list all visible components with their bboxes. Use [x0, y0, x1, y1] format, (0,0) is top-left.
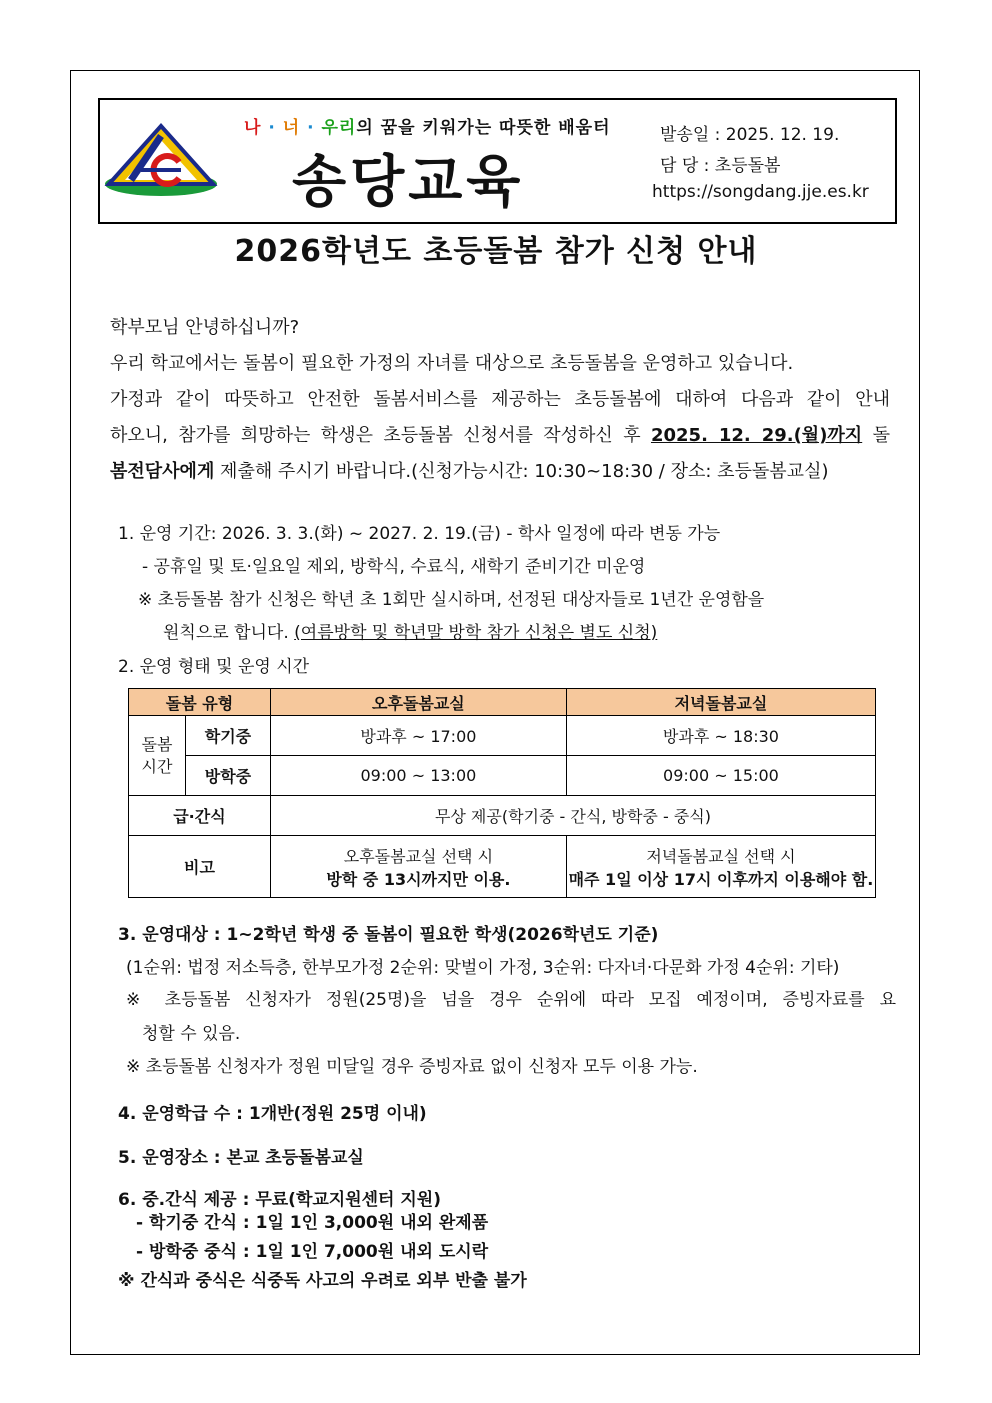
- intro-line: [110, 418, 890, 454]
- intro-text: 돌: [862, 425, 890, 446]
- slogan-na: 나: [244, 118, 262, 138]
- section-5: 5. 운영장소 : 본교 초등돌봄교실: [118, 1148, 364, 1168]
- intro-line: 학부모님 안녕하십니까?: [110, 317, 300, 338]
- meal-value: 무상 제공(학기중 - 간식, 방학중 - 중식): [270, 796, 875, 836]
- header-afternoon: 오후돌봄교실: [270, 689, 566, 716]
- slogan-dot: ·: [261, 118, 283, 138]
- vacation-evening: 09:00 ~ 15:00: [566, 756, 875, 796]
- section-3-note-2: ※ 초등돌봄 신청자가 정원 미달일 경우 증빙자료 없이 신청자 모두 이용 가능.: [126, 1057, 698, 1077]
- section-3-note-cont: 청할 수 있음.: [142, 1024, 241, 1044]
- school-logo-icon: [101, 122, 221, 200]
- document-title: 2026학년도 초등돌봄 참가 신청 안내: [234, 234, 758, 269]
- note-underlined: (여름방학 및 학년말 방학 참가 신청은 별도 신청): [294, 623, 658, 643]
- note-afternoon: [270, 836, 566, 898]
- deadline: 2025. 12. 29.(월)까지: [650, 425, 863, 446]
- intro-text: 하오니, 참가를 희망하는 학생은 초등돌봄 신청서를 작성하신 후: [110, 425, 651, 446]
- section-2: 2. 운영 형태 및 운영 시간: [118, 657, 310, 677]
- header-care-type: 돌봄 유형: [129, 689, 271, 716]
- meal-label: 급·간식: [129, 796, 271, 836]
- care-schedule-table: [128, 688, 876, 898]
- semester-evening: 방과후 ~ 18:30: [566, 716, 875, 756]
- issue-date: 발송일 : 2025. 12. 19.: [660, 125, 840, 145]
- note-evening-line: 저녁돌봄교실 선택 시: [646, 846, 796, 866]
- note-afternoon-line: 방학 중 13시까지만 이용.: [326, 869, 511, 889]
- section-6-note: ※ 간식과 중식은 식중독 사고의 우려로 외부 반출 불가: [118, 1271, 527, 1291]
- semester-afternoon: 방과후 ~ 17:00: [270, 716, 566, 756]
- vacation-afternoon: 09:00 ~ 13:00: [270, 756, 566, 796]
- note-evening: [566, 836, 875, 898]
- school-url: https://songdang.jje.es.kr: [652, 182, 869, 202]
- intro-text-bold: 봄전담사에게: [110, 461, 215, 482]
- section-6-snack: - 학기중 간식 : 1일 1인 3,000원 내외 완제품: [136, 1213, 489, 1233]
- vacation-label: 방학중: [186, 756, 271, 796]
- care-time-label: 돌봄 시간: [129, 716, 186, 796]
- intro-text: 제출해 주시기 바랍니다.(신청가능시간: 10:30~18:30 / 장소: 초등돌봄교실): [214, 461, 829, 482]
- header-evening: 저녁돌봄교실: [566, 689, 875, 716]
- section-3: 3. 운영대상 : 1~2학년 학생 중 돌봄이 필요한 학생(2026학년도 기준): [118, 925, 659, 945]
- section-3-note: ※ 초등돌봄 신청자가 정원(25명)을 넘을 경우 순위에 따라 모집 예정이며, 증빙자료를 요: [126, 990, 896, 1010]
- slogan-neo: 너: [282, 118, 301, 138]
- note-text: 원칙으로 합니다.: [163, 623, 295, 643]
- semester-label: 학기중: [186, 716, 271, 756]
- intro-line: 우리 학교에서는 돌봄이 필요한 가정의 자녀를 대상으로 초등돌봄을 운영하고 있습니다.: [110, 353, 794, 374]
- slogan-rest: 의 꿈을 키워가는 따뜻한 배움터: [356, 118, 611, 138]
- section-1-detail: - 공휴일 및 토·일요일 제외, 방학식, 수료식, 새학기 준비기간 미운영: [142, 557, 646, 577]
- note-evening-line: 매주 1일 이상 17시 이후까지 이용해야 함.: [568, 869, 874, 889]
- note-label: 비고: [129, 836, 271, 898]
- slogan-uri: 우리: [321, 118, 357, 138]
- slogan: [244, 113, 611, 138]
- section-1-note-cont: [163, 618, 657, 643]
- section-6-lunch: - 방학중 중식 : 1일 1인 7,000원 내외 도시락: [136, 1242, 489, 1262]
- slogan-dot: ·: [300, 118, 322, 138]
- intro-line: [110, 454, 890, 490]
- section-6: 6. 중.간식 제공 : 무료(학교지원센터 지원): [118, 1190, 442, 1210]
- intro-paragraph: [110, 310, 890, 490]
- contact: 담 당 : 초등돌봄: [660, 156, 781, 176]
- section-4: 4. 운영학급 수 : 1개반(정원 25명 이내): [118, 1104, 427, 1124]
- section-3-priority: (1순위: 법정 저소득층, 한부모가정 2순위: 맞벌이 가정, 3순위: 다자녀·다문화 가정 4순위: 기타): [126, 958, 840, 978]
- section-1: 1. 운영 기간: 2026. 3. 3.(화) ~ 2027. 2. 19.(금) - 학사 일정에 따라 변동 가능: [118, 524, 721, 544]
- newsletter-brand: 송당교육: [292, 149, 525, 215]
- note-afternoon-line: 오후돌봄교실 선택 시: [343, 846, 494, 866]
- intro-line: 가정과 같이 따뜻하고 안전한 돌봄서비스를 제공하는 초등돌봄에 대하여 다음과 같이 안내: [110, 389, 890, 410]
- section-1-note: ※ 초등돌봄 참가 신청은 학년 초 1회만 실시하며, 선정된 대상자들로 1년간 운영함을: [138, 590, 765, 610]
